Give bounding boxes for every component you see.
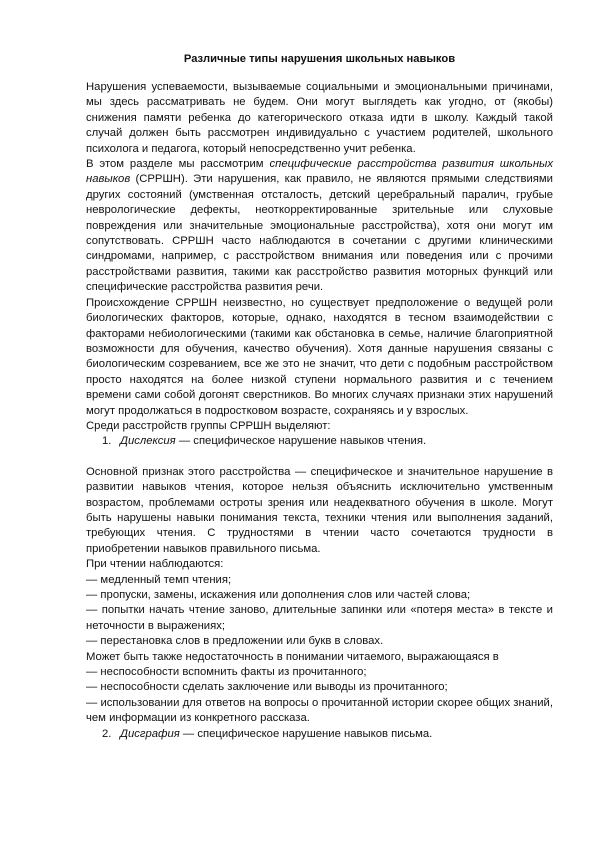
comprehension-heading: Может быть также недостаточность в понимании читаемого, выражающаяся в bbox=[86, 650, 499, 663]
dyslexia-term: Дислексия bbox=[120, 435, 176, 448]
symptom-item: — попытки начать чтение заново, длительные запинки или «потеря места» в тексте и неточности в выражениях; bbox=[86, 604, 553, 632]
intro-paragraph: Нарушения успеваемости, вызываемые социальными и эмоциональными причинами, мы здесь рассматривать не будем. Они могут выглядеть как угодно, от (якобы) снижения памяти ребенка до категорического отказа идти в школу. Каждый такой случай должен быть рассмотрен индивидуально с участием родителей, школьного психолога и педагога, который непосредственно учит ребенка. bbox=[86, 81, 553, 155]
srrshn-term: специфические расстройства развития школьных навыков bbox=[86, 158, 553, 186]
list-item-dysgraphia bbox=[86, 727, 553, 742]
list-number: 2. bbox=[102, 727, 112, 740]
list-number: 1. bbox=[102, 435, 112, 448]
list-item-dyslexia bbox=[86, 434, 553, 449]
dyslexia-description: Основной признак этого расстройства — специфическое и значительное нарушение в развитии навыков чтения, которое нельзя объяснить исключительно умственным возрастом, проблемами остроты зрения или неадекватного обучения в школе. Могут быть нарушены навыки понимания текста, техники чтения или выполнения заданий, требующих чтения. С трудностями в чтении часто сочетаются трудности в приобретении навыков правильного письма. bbox=[86, 465, 553, 555]
srrshn-pre: В этом разделе мы рассмотрим bbox=[86, 158, 270, 171]
groups-intro: Среди расстройств группы СРРШН выделяют: bbox=[86, 419, 331, 432]
dyslexia-definition: — специфическое нарушение навыков чтения. bbox=[175, 435, 427, 448]
srrshn-paragraph bbox=[86, 157, 553, 296]
comprehension-item: — неспособности сделать заключение или выводы из прочитанного; bbox=[86, 681, 448, 694]
symptom-item: — медленный темп чтения; bbox=[86, 573, 232, 586]
comprehension-item: — неспособности вспомнить факты из прочитанного; bbox=[86, 666, 367, 679]
comprehension-item: — использовании для ответов на вопросы о прочитанной истории скорее общих знаний, чем информации из конкретного рассказа. bbox=[86, 696, 553, 725]
page-title: Различные типы нарушения школьных навыков bbox=[183, 53, 456, 65]
symptom-item: — пропуски, замены, искажения или дополнения слов или частей слова; bbox=[86, 589, 471, 601]
symptom-item: — перестановка слов в предложении или букв в словах. bbox=[86, 635, 384, 648]
dysgraphia-definition: — специфическое нарушение навыков письма. bbox=[179, 727, 433, 740]
reading-symptoms-heading: При чтении наблюдаются: bbox=[86, 558, 224, 571]
spacer bbox=[86, 450, 553, 465]
dysgraphia-term: Дисграфия bbox=[120, 727, 180, 740]
srrshn-post: (СРРШН). Эти нарушения, как правило, не являются прямыми следствиями других состояний (умственная отсталость, детский церебральный паралич, грубые неврологические дефекты, неоткорректированные зрительные или слуховые повреждения или значительные эмоциональные расстройства), хотя они могут им сопутствовать. СРРШН часто наблюдаются в сочетании с другими клиническими синдромами, например, с расстройством внимания или поведения или с прочими расстройствами развития, такими как расстройство развития моторных функций или специфические расстройства развития речи. bbox=[86, 173, 553, 294]
origin-paragraph: Происхождение СРРШН неизвестно, но существует предположение о ведущей роли биологических факторов, которые, однако, находятся в тесном взаимодействии с факторами небиологическими (такими как обстановка в семье, наличие благоприятной возможности для обучения, качество обучения). Хотя данные нарушения связаны с биологическим созреванием, все же это не значит, что дети с подобным расстройством просто находятся на более низкой ступени нормального развития и с течением времени сами собой догонят сверстников. Во многих случаях признаки этих нарушений могут продолжаться в подростковом возрасте, сохраняясь и у взрослых. bbox=[86, 296, 553, 417]
